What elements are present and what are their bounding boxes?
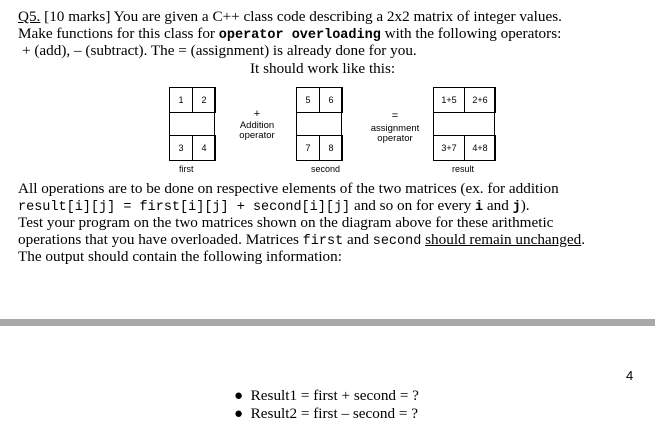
question-number: Q5.	[18, 8, 41, 25]
matrix-cell: 3+7	[434, 136, 465, 161]
question-line-3	[22, 42, 417, 59]
line2-text-a: Make functions for this class for	[18, 25, 219, 42]
bullet-dot: ●	[234, 388, 244, 404]
plus-symbol: +	[253, 108, 261, 120]
example-expression-code: result[i][j] = first[i][j] + second[i][j]	[18, 200, 351, 215]
body-text-3: Test your program on the two matrices shown on the diagram above for these arithmetic	[18, 214, 554, 231]
matrix-cell: 1+5	[434, 88, 465, 113]
matrix-cell: 1	[170, 88, 193, 113]
matrix-cell: 8	[320, 136, 343, 161]
operator-overloading-code: operator overloading	[218, 28, 381, 43]
caption-result: result	[452, 164, 475, 174]
body-text-2a: and so on for every	[350, 197, 475, 214]
bullet-item	[234, 387, 419, 405]
matrix-cell: 2	[193, 88, 216, 113]
body-line-3	[18, 214, 553, 231]
question-intro: You are given a C++ class code describing a 2x2 matrix of integer values.	[113, 8, 562, 25]
diagram-intro-text: It should work like this:	[250, 60, 396, 77]
equals-symbol: =	[391, 110, 399, 122]
operators-list: + (add), – (subtract). The = (assignment) is already done for you.	[22, 42, 417, 59]
matrix-result	[433, 87, 496, 161]
diagram-intro	[250, 60, 395, 77]
matrix-first	[169, 87, 216, 161]
body-text-4a: operations that you have overloaded. Matrices	[18, 231, 303, 248]
bullet-text-result1: Result1 = first + second = ?	[250, 387, 419, 404]
bullet-dot: ●	[234, 406, 244, 422]
matrix-cell: 5	[297, 88, 320, 113]
index-j-code: j	[512, 200, 521, 215]
caption-first: first	[179, 164, 194, 174]
caption-second: second	[311, 164, 341, 174]
line2-text-b: with the following operators:	[380, 25, 562, 42]
bullet-text-result2: Result2 = first – second = ?	[250, 405, 418, 422]
matrix-cell: 2+6	[465, 88, 496, 113]
body-text-2c: ).	[520, 197, 530, 214]
assignment-label: assignment	[370, 123, 420, 134]
body-text-2b: and	[483, 197, 513, 214]
second-code: second	[372, 234, 422, 249]
matrix-cell: 7	[297, 136, 320, 161]
addition-label: Addition	[239, 120, 275, 131]
matrix-cell: 3	[170, 136, 193, 161]
unchanged-emphasis: should remain unchanged	[425, 231, 582, 248]
first-code: first	[302, 234, 344, 249]
bullet-item	[234, 405, 418, 423]
body-text-4b: and	[343, 231, 373, 248]
matrix-cell: 4+8	[465, 136, 496, 161]
question-marks: [10 marks]	[44, 8, 111, 25]
addition-operator-label: operator	[239, 130, 275, 141]
body-text-1: All operations are to be done on respective elements of the two matrices (ex. for addition	[18, 180, 559, 197]
index-i-code: i	[475, 200, 484, 215]
body-line-1	[18, 180, 559, 197]
body-line-5	[18, 248, 342, 265]
matrix-cell: 6	[320, 88, 343, 113]
body-text-5: The output should contain the following information:	[18, 248, 342, 265]
page-number: 4	[626, 368, 634, 383]
matrix-cell: 4	[193, 136, 216, 161]
question-header	[18, 8, 562, 25]
body-text-4d: .	[581, 231, 585, 248]
page-divider	[0, 319, 655, 326]
matrix-second	[296, 87, 343, 161]
assignment-operator-label: operator	[377, 133, 413, 144]
